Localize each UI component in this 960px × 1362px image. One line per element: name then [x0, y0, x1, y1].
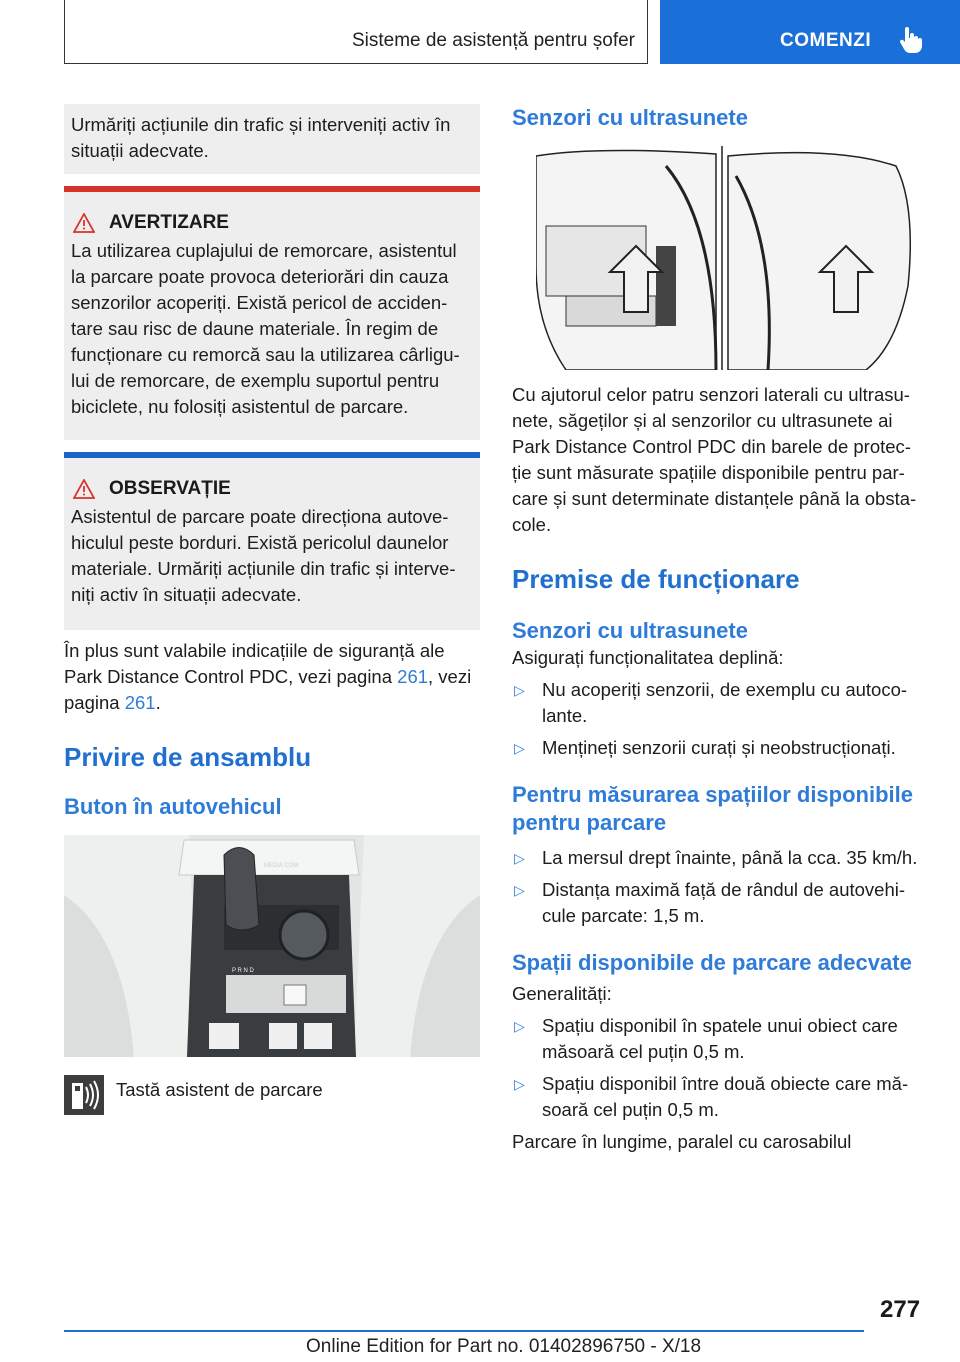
- sensors-heading: Senzori cu ultrasunete: [512, 105, 748, 130]
- warning-triangle-icon: [73, 479, 95, 499]
- section-tab-label: COMENZI: [780, 30, 872, 51]
- sensors2-intro: Asigurați funcționalitatea deplină:: [512, 647, 784, 668]
- warning-text: La utilizarea cuplajului de remorcare, asistentul la parcare poate provoca deteriorări din cauza senzorilor acoperiți. Există pericol de acciden-tare sau risc de daune materiale. În regim de funcționare cu remorcă sau la utilizarea cârligu-lui de remorcare, de exemplu suportul pentru biciclete, nu folosiți asistentul de parcare.: [71, 240, 460, 417]
- parking-assistant-icon[interactable]: [64, 1075, 104, 1115]
- bullet-triangle-icon: ▷: [514, 850, 525, 866]
- parking-text: Parcare în lungime, paralel cu carosabilul: [512, 1131, 852, 1152]
- warning-title: AVERTIZARE: [109, 212, 229, 233]
- bullet-triangle-icon: ▷: [514, 1018, 525, 1034]
- note-text: Asistentul de parcare poate direcționa autove-hiculul peste borduri. Există pericolul daunelor materiale. Urmăriți acțiunile din trafic și interve-niți activ în situații adecvate.: [71, 506, 456, 605]
- bullet-triangle-icon: ▷: [514, 682, 525, 698]
- warning-box: [64, 186, 480, 440]
- sensors2-heading: Senzori cu ultrasunete: [512, 618, 748, 643]
- safety-text: .: [155, 692, 161, 713]
- button-heading: Buton în autovehicul: [64, 794, 282, 819]
- page-link[interactable]: 261: [124, 692, 156, 713]
- list-item: [512, 877, 928, 929]
- list-item: [512, 1013, 928, 1065]
- ultrasonic-sensors-image: [536, 146, 916, 370]
- measure-list: [512, 845, 928, 929]
- page-link[interactable]: 261: [397, 666, 429, 687]
- center-console-image: [64, 835, 480, 1057]
- spaces-intro: Generalități:: [512, 983, 612, 1004]
- spaces-list: [512, 1013, 928, 1123]
- list-item: [512, 735, 928, 761]
- measure-heading: Pentru măsurarea spațiilor disponibile pentru parcare: [512, 782, 913, 835]
- list-item-text: Spațiu disponibil în spatele unui obiect care măsoară cel puțin 0,5 m.: [542, 1015, 898, 1062]
- section-tab[interactable]: [660, 0, 960, 64]
- premise-heading: Premise de funcționare: [512, 564, 800, 594]
- bullet-triangle-icon: ▷: [514, 740, 525, 756]
- list-item-text: Mențineți senzorii curați și neobstrucționați.: [542, 737, 896, 758]
- spaces-heading: Spații disponibile de parcare adecvate: [512, 950, 912, 975]
- right-column: [512, 104, 928, 1155]
- list-item: [512, 677, 928, 729]
- intro-text: Urmăriți acțiunile din trafic și interveniți activ în situații adecvate.: [71, 114, 451, 161]
- front-bumper-image: [536, 150, 716, 370]
- gear-labels: P R N D: [232, 968, 254, 974]
- sensors2-list: [512, 677, 928, 761]
- list-item-text: Spațiu disponibil între două obiecte care mă-soară cel puțin 0,5 m.: [542, 1073, 909, 1120]
- sensors-description: Cu ajutorul celor patru senzori laterali cu ultrasu-nete, săgeților și al senzorilor cu ultrasunete ai Park Distance Control PDC din barele de protec-ție sunt măsurate spațiile disponibile pentru par-care și sunt determinate distanțele până la obsta-cole.: [512, 384, 917, 535]
- hand-pointer-icon: [896, 26, 924, 54]
- key-caption: Tastă asistent de parcare: [116, 1079, 323, 1100]
- list-item: [512, 845, 928, 871]
- footer-rule: [64, 1330, 864, 1332]
- console-labels: MEDIA COM: [264, 863, 299, 869]
- key-caption-row: [64, 1075, 480, 1115]
- note-title: OBSERVAȚIE: [109, 478, 231, 499]
- intro-box: [64, 104, 480, 174]
- safety-text: , vezi pagina: [64, 666, 472, 713]
- bullet-triangle-icon: ▷: [514, 882, 525, 898]
- warning-heading: [73, 212, 473, 234]
- left-column: [64, 104, 480, 1115]
- warning-triangle-icon: [73, 213, 95, 233]
- list-item-text: La mersul drept înainte, până la cca. 35 km/h.: [542, 847, 918, 868]
- rear-bumper-image: [728, 153, 910, 370]
- list-item: [512, 1071, 928, 1123]
- list-item-text: Distanța maximă față de rândul de autovehi-cule parcate: 1,5 m.: [542, 879, 906, 926]
- safety-paragraph: [64, 638, 480, 716]
- page-number: 277: [880, 1296, 921, 1323]
- note-box: [64, 452, 480, 630]
- safety-text: În plus sunt valabile indicațiile de siguranță ale Park Distance Control PDC, vezi pagina: [64, 640, 445, 687]
- note-heading: [73, 478, 473, 500]
- list-item-text: Nu acoperiți senzorii, de exemplu cu autoco-lante.: [542, 679, 908, 726]
- edition-text: Online Edition for Part no. 01402896750 - X/18: [306, 1336, 702, 1357]
- bullet-triangle-icon: ▷: [514, 1076, 525, 1092]
- overview-heading: Privire de ansamblu: [64, 742, 312, 772]
- chapter-title: Sisteme de asistență pentru șofer: [351, 30, 635, 51]
- page-header: [64, 0, 648, 64]
